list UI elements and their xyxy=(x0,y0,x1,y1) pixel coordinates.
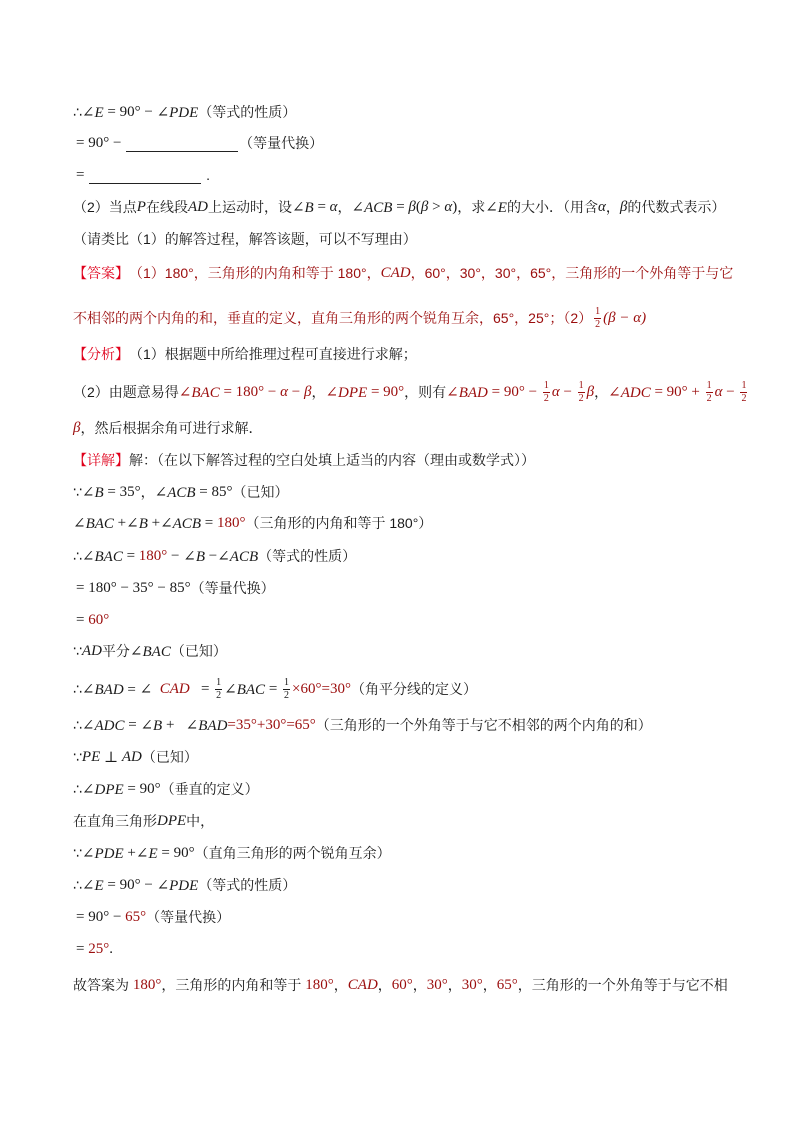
math-expression: β xyxy=(303,383,312,400)
text-line xyxy=(76,606,109,634)
section-label: 【详解】 xyxy=(73,452,129,468)
text-line xyxy=(73,637,227,665)
fraction xyxy=(578,381,585,404)
text-segment: ∵ xyxy=(73,483,82,500)
math-expression: = 180° − 35° − 85° xyxy=(76,579,191,596)
text-line xyxy=(73,378,747,406)
math-expression: ∠ACB xyxy=(351,199,393,216)
answer-text: 不相邻的两个内角的和，垂直的定义，直角三角形的两个锐角互余，65°，25°；（2） xyxy=(73,310,593,326)
math-expression: ∠E xyxy=(485,199,507,216)
math-expression: = xyxy=(200,514,217,531)
text-line xyxy=(73,807,214,835)
math-expression: ∠BAC xyxy=(73,515,114,532)
math-expression: ∠E xyxy=(81,104,104,121)
math-expression: ∠DPE xyxy=(325,384,368,401)
text-line xyxy=(73,446,535,474)
text-segment: 在线段 xyxy=(145,199,188,215)
math-expression: ∠BAC xyxy=(224,681,266,698)
math-expression: ∠BAC xyxy=(129,643,171,660)
math-expression: ∠BAD xyxy=(185,717,228,734)
math-expression: ∠PDE xyxy=(156,877,199,894)
math-expression: = 180° − xyxy=(219,383,281,400)
fraction-denominator: 2 xyxy=(543,392,549,404)
math-expression: = xyxy=(265,680,282,697)
math-expression: = 90° − xyxy=(76,134,126,151)
text-segment: ， xyxy=(311,384,326,400)
text-segment: ，三角形的内角和等于 xyxy=(161,977,306,993)
text-segment: ， xyxy=(140,484,155,500)
text-line xyxy=(73,304,646,332)
math-expression: ∠PDE xyxy=(81,845,124,862)
math-expression: = 90° − xyxy=(76,908,126,925)
text-line xyxy=(73,675,477,703)
text-line xyxy=(76,161,210,189)
text-segment: （等式的性质） xyxy=(198,104,297,120)
math-expression: β xyxy=(408,198,416,215)
text-segment: （三角形的一个外角等于与它不相邻的两个内角的和） xyxy=(315,717,652,733)
math-expression: ∠DPE xyxy=(81,781,124,798)
text-segment: ， xyxy=(337,199,352,215)
text-line xyxy=(76,574,275,602)
math-expression: ∠PDE xyxy=(156,104,199,121)
math-expression: α xyxy=(444,198,453,215)
text-segment: 的大小．（用含 xyxy=(506,199,598,215)
text-segment: （已知） xyxy=(141,749,198,765)
text-line xyxy=(73,478,289,506)
math-expression: 65° xyxy=(125,908,147,925)
fraction-numerator: 1 xyxy=(216,676,222,688)
text-line xyxy=(76,935,113,963)
text-segment: （角平分线的定义） xyxy=(350,681,477,697)
text-segment: 解：（在以下解答过程的空白处填上适当的内容（理由或数学式）） xyxy=(129,452,535,468)
math-expression: ∠BAC xyxy=(81,548,123,565)
math-expression: = xyxy=(189,680,214,697)
text-segment: （等量代换） xyxy=(190,580,275,596)
math-expression: β xyxy=(420,198,429,215)
math-expression: = 90° xyxy=(367,383,405,400)
text-line xyxy=(73,414,262,442)
text-segment: （三角形的内角和等于 180°） xyxy=(245,515,433,531)
math-expression: AD xyxy=(81,642,102,659)
fraction xyxy=(215,678,222,701)
text-line xyxy=(73,711,652,739)
math-expression: CAD xyxy=(380,264,411,281)
fraction xyxy=(740,381,747,404)
fraction-numerator: 1 xyxy=(595,305,601,317)
text-segment: . xyxy=(202,167,210,183)
math-expression: α xyxy=(551,383,560,400)
fraction-numerator: 1 xyxy=(543,379,549,391)
text-segment: ， xyxy=(377,977,392,993)
fraction-numerator: 1 xyxy=(284,676,290,688)
math-expression: = 85° xyxy=(195,483,233,500)
math-expression: ∠ACB xyxy=(160,515,201,532)
text-line xyxy=(73,340,417,368)
math-expression: = 35° xyxy=(103,483,141,500)
math-expression: 30° xyxy=(461,976,483,993)
text-segment: （垂直的定义） xyxy=(160,781,259,797)
text-segment: 在直角三角形 xyxy=(73,813,157,829)
text-segment: ∵ xyxy=(73,844,82,861)
math-expression: + xyxy=(123,844,136,861)
math-expression: 180° xyxy=(305,976,334,993)
math-expression: 180° xyxy=(132,976,162,993)
math-expression: α xyxy=(714,383,723,400)
text-line xyxy=(73,871,296,899)
math-expression: (β − α) xyxy=(603,309,647,326)
math-expression: 60° xyxy=(88,611,110,628)
math-expression: PE xyxy=(81,748,101,765)
math-expression: ×60°=30° xyxy=(292,680,351,697)
math-expression: AD xyxy=(121,748,142,765)
fraction-denominator: 2 xyxy=(741,392,747,404)
fraction-denominator: 2 xyxy=(216,689,222,701)
fraction-numerator: 1 xyxy=(578,379,584,391)
fraction xyxy=(283,678,290,701)
math-expression: . xyxy=(109,940,113,957)
math-expression: = xyxy=(76,611,89,628)
math-expression: − xyxy=(722,383,739,400)
math-expression: − xyxy=(205,547,218,564)
math-expression: AD xyxy=(187,198,208,215)
fraction xyxy=(594,307,601,330)
text-segment: ∵ xyxy=(73,748,82,765)
text-segment: ∴ xyxy=(73,876,82,893)
text-segment: （1）根据题中所给推理过程可直接进行求解； xyxy=(129,346,417,362)
text-segment: 的代数式表示） xyxy=(627,199,726,215)
text-segment: ∴ xyxy=(73,680,82,697)
math-expression: = xyxy=(313,198,330,215)
math-expression: > xyxy=(428,198,445,215)
math-expression: 180° xyxy=(216,514,246,531)
math-expression: 180° xyxy=(138,547,168,564)
text-segment: （2）由题意易得 xyxy=(73,384,179,400)
math-expression: ) xyxy=(452,198,458,215)
text-segment: ，求 xyxy=(457,199,486,215)
math-expression: = xyxy=(124,716,141,733)
math-expression: − xyxy=(167,547,184,564)
math-expression: 65° xyxy=(496,976,518,993)
fraction-denominator: 2 xyxy=(595,318,601,330)
math-expression: α xyxy=(329,198,338,215)
text-segment: 故答案为 xyxy=(73,977,133,993)
text-segment: （等量代换） xyxy=(146,909,231,925)
text-line xyxy=(76,129,323,157)
text-segment: （等式的性质） xyxy=(258,548,357,564)
text-line xyxy=(73,193,725,221)
fraction-denominator: 2 xyxy=(706,392,712,404)
text-segment: ∴ xyxy=(73,103,82,120)
math-expression: = 90° xyxy=(123,780,161,797)
math-expression: = xyxy=(76,166,89,183)
math-expression: ∠B xyxy=(291,199,314,216)
text-segment: ， xyxy=(594,384,609,400)
math-expression: CAD xyxy=(347,976,378,993)
text-segment: ， xyxy=(482,977,497,993)
text-segment: ，则有 xyxy=(404,384,447,400)
math-expression: ∠B xyxy=(126,515,148,532)
math-expression: 60° xyxy=(391,976,413,993)
section-label: 【分析】 xyxy=(73,346,129,362)
math-expression: DPE xyxy=(157,812,187,829)
math-expression: 25° xyxy=(88,940,110,957)
math-expression: ∠ADC xyxy=(81,717,125,734)
text-segment: ， xyxy=(605,199,620,215)
math-expression: + xyxy=(113,514,127,531)
text-segment: （等式的性质） xyxy=(198,877,297,893)
fraction-denominator: 2 xyxy=(578,392,584,404)
text-line xyxy=(73,542,356,570)
text-segment: ， xyxy=(333,977,348,993)
math-expression: = 90° − xyxy=(103,876,157,893)
answer-blank xyxy=(126,134,238,152)
fraction-numerator: 1 xyxy=(741,379,747,391)
text-line xyxy=(76,903,230,931)
math-expression: ∠ADC xyxy=(608,384,651,401)
text-line xyxy=(73,775,259,803)
math-expression: β xyxy=(586,383,595,400)
math-expression: =35°+30°=65° xyxy=(227,716,316,733)
math-expression: α xyxy=(280,383,288,400)
text-segment: 上运动时，设 xyxy=(207,199,292,215)
math-expression: = xyxy=(122,547,139,564)
math-expression: ∠B xyxy=(81,484,104,501)
fraction-denominator: 2 xyxy=(284,689,290,701)
text-segment: 平分 xyxy=(101,643,130,659)
text-segment: （直角三角形的两个锐角互余） xyxy=(194,845,391,861)
text-segment: ， xyxy=(447,977,462,993)
math-expression: ∠B xyxy=(183,548,205,565)
math-expression: + xyxy=(162,716,186,733)
math-expression: = ∠ xyxy=(123,681,160,698)
text-line xyxy=(73,98,296,126)
math-expression: = 90° xyxy=(157,844,195,861)
answer-text: ，60°，30°，30°，65°，三角形的一个外角等于与它 xyxy=(410,265,734,281)
text-segment: ∵ xyxy=(73,642,82,659)
math-expression: = 90° + xyxy=(650,383,704,400)
math-expression: = xyxy=(392,198,409,215)
math-expression: β xyxy=(619,198,628,215)
text-segment: 中， xyxy=(186,813,215,829)
math-expression: CAD xyxy=(159,680,190,697)
text-segment: ∴ xyxy=(73,780,82,797)
math-expression: ∠B xyxy=(140,717,163,734)
math-expression: ∠E xyxy=(135,845,158,862)
answer-blank xyxy=(89,166,201,184)
section-label: 【答案】 xyxy=(73,265,129,281)
fraction-numerator: 1 xyxy=(706,379,712,391)
text-segment: （等量代换） xyxy=(239,135,324,151)
math-expression: + xyxy=(147,514,161,531)
math-expression: − xyxy=(559,383,576,400)
math-expression: ∠ACB xyxy=(154,484,196,501)
fraction xyxy=(543,381,550,404)
answer-text: （1）180°，三角形的内角和等于 180°， xyxy=(129,265,381,281)
text-segment: ， xyxy=(412,977,427,993)
text-line xyxy=(73,225,417,253)
math-expression: = xyxy=(76,940,89,957)
text-line xyxy=(73,971,728,999)
text-line xyxy=(73,839,391,867)
math-expression: α xyxy=(597,198,606,215)
text-segment: （请类比（1）的解答过程，解答该题，可以不写理由） xyxy=(73,231,417,247)
text-segment: （已知） xyxy=(232,484,289,500)
math-expression: ⊥ xyxy=(100,749,122,766)
math-expression: ∠BAC xyxy=(178,384,220,401)
math-expression: ∠BAD xyxy=(446,384,488,401)
text-line xyxy=(73,743,198,771)
text-line xyxy=(73,509,432,537)
math-expression: ∠BAD xyxy=(81,681,124,698)
math-expression: 30° xyxy=(426,976,448,993)
math-expression: ∠E xyxy=(81,877,104,894)
text-segment: （已知） xyxy=(170,643,227,659)
text-segment: ∴ xyxy=(73,716,82,733)
math-expression: − xyxy=(288,383,304,400)
text-segment: ∴ xyxy=(73,547,82,564)
math-expression: = 90° − xyxy=(103,103,157,120)
text-line xyxy=(73,259,734,287)
text-segment: （2）当点 xyxy=(73,199,137,215)
math-expression: = 90° − xyxy=(487,383,541,400)
fraction xyxy=(706,381,713,404)
math-expression: P xyxy=(136,198,146,215)
text-segment: ，三角形的一个外角等于与它不相 xyxy=(517,977,728,993)
math-expression: β xyxy=(73,419,81,436)
math-expression: ( xyxy=(415,198,421,215)
math-expression: ∠ACB xyxy=(217,548,259,565)
text-segment: ，然后根据余角可进行求解． xyxy=(80,420,263,436)
